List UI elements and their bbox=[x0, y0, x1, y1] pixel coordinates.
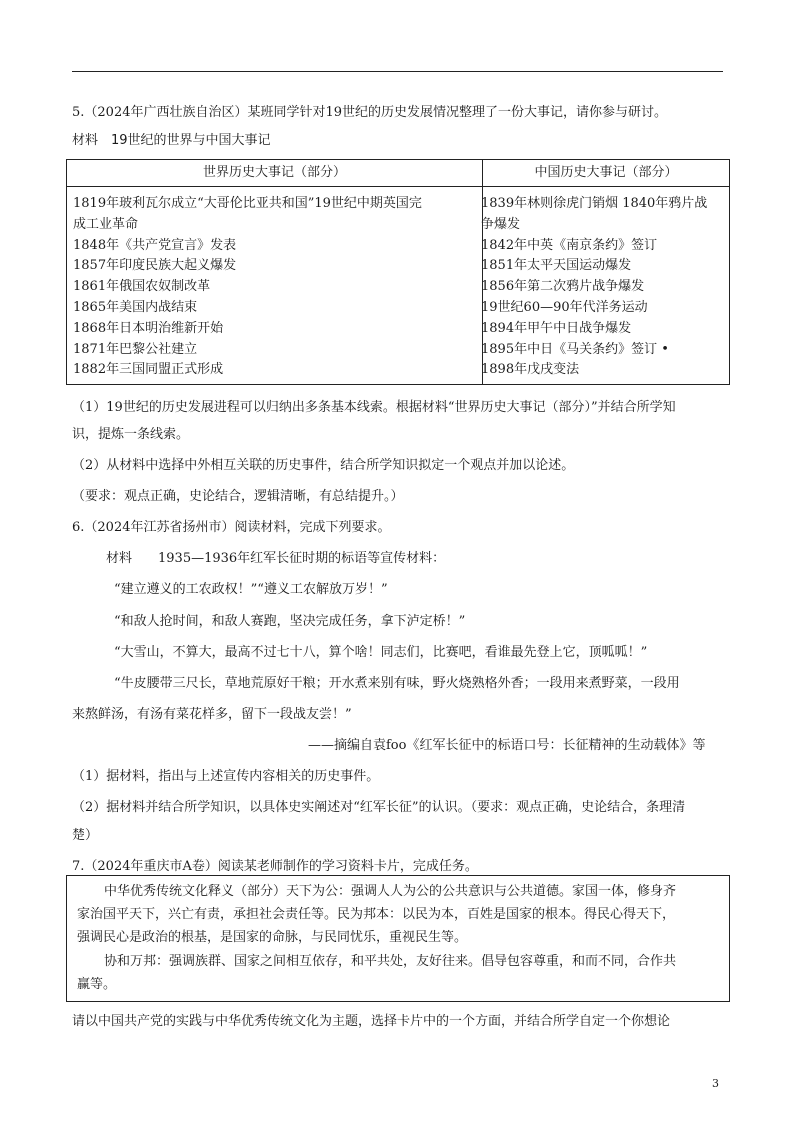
china-event: 1842年中英《南京条约》签订 bbox=[481, 237, 658, 253]
world-event: 1857年印度民族大起义爆发 bbox=[73, 258, 237, 274]
q6-heading: 6.（2024年江苏省扬州市）阅读材料，完成下列要求。 bbox=[72, 520, 391, 535]
q6-sub2-line2: 楚） bbox=[72, 828, 99, 843]
q7-task: 请以中国共产党的实践与中华优秀传统文化为主题，选择卡片中的一个方面，并结合所学自定一个你想论 bbox=[72, 1014, 671, 1029]
china-event: 1898年戊戌变法 bbox=[481, 362, 580, 378]
card-line: 赢等。 bbox=[77, 977, 117, 992]
page-number: 3 bbox=[712, 1077, 719, 1090]
world-event: 1861年俄国农奴制改革 bbox=[73, 279, 211, 295]
q6-slogan-3: “大雪山，不算大，最高不过七十八，算个啥！同志们，比赛吧，看谁最先登上它，顶呱呱！” bbox=[114, 645, 648, 660]
header-rule bbox=[72, 71, 723, 72]
events-table bbox=[66, 159, 730, 385]
q6-slogan-4-line1: “牛皮腰带三尺长，草地荒原好干粮；开水煮来别有味，野火烧熟格外香；一段用来煮野菜，一段用 bbox=[114, 676, 680, 691]
world-events-list bbox=[73, 194, 422, 381]
world-event: 成工业革命 bbox=[73, 216, 139, 232]
world-event: 1868年日本明治维新开始 bbox=[73, 320, 224, 336]
world-event: 1848年《共产党宣言》发表 bbox=[73, 237, 237, 253]
china-event: 1856年第二次鸦片战争爆发 bbox=[481, 279, 645, 295]
q5-sub1-line1: （1）19世纪的历史发展进程可以归纳出多条基本线索。根据材料“世界历史大事记（部分）”并结合所学知 bbox=[72, 400, 676, 415]
china-event: 1895年中日《马关条约》签订 • bbox=[481, 341, 669, 357]
world-event: 1819年玻利瓦尔成立“大哥伦比亚共和国”19世纪中期英国完 bbox=[73, 196, 422, 211]
q5-requirement: （要求：观点正确，史论结合，逻辑清晰，有总结提升。） bbox=[72, 489, 404, 504]
china-event: 1851年太平天国运动爆发 bbox=[481, 258, 632, 274]
q5-sub1-line2: 识，提炼一条线索。 bbox=[72, 427, 190, 442]
china-events-list bbox=[481, 194, 707, 381]
table-header-divider bbox=[67, 186, 729, 187]
q6-material: 材料 1935—1936年红军长征时期的标语等宣传材料： bbox=[106, 551, 446, 566]
card-line: 强调民心是政治的根基，是国家的命脉，与民同忧乐，重视民生等。 bbox=[77, 930, 468, 945]
china-event: 争爆发 bbox=[481, 216, 521, 232]
q6-sub1: （1）据材料，指出与上述宣传内容相关的历史事件。 bbox=[72, 769, 380, 784]
world-event: 1871年巴黎公社建立 bbox=[73, 341, 198, 357]
q6-slogan-2: “和敌人抢时间，和敌人赛跑，坚决完成任务，拿下泸定桥！” bbox=[114, 614, 466, 629]
study-card bbox=[66, 875, 730, 1002]
card-line: 协和万邦：强调族群、国家之间相互依存，和平共处，友好往来。倡导包容尊重，和而不同，合作共 bbox=[104, 954, 677, 969]
q5-heading: 5.（2024年广西壮族自治区）某班同学针对19世纪的历史发展情况整理了一份大事记，请你参与研讨。 bbox=[72, 105, 668, 120]
china-column-header: 中国历史大事记（部分） bbox=[534, 165, 678, 180]
q5-material-title: 材料 19世纪的世界与中国大事记 bbox=[72, 133, 271, 148]
q5-sub2: （2）从材料中选择中外相互关联的历史事件，结合所学知识拟定一个观点并加以论述。 bbox=[72, 458, 575, 473]
q7-heading: 7.（2024年重庆市A卷）阅读某老师制作的学习资料卡片，完成任务。 bbox=[72, 859, 478, 874]
q6-slogan-1: “建立遵义的工农政权！”“遵义工农解放万岁！” bbox=[114, 582, 388, 597]
china-event: 1839年林则徐虎门销烟 1840年鸦片战 bbox=[481, 196, 708, 211]
card-line: 中华优秀传统文化释义（部分）天下为公：强调人人为公的公共意识与公共道德。家国一体，修身齐 bbox=[104, 884, 677, 899]
world-event: 1882年三国同盟正式形成 bbox=[73, 362, 224, 378]
china-event: 1894年甲午中日战争爆发 bbox=[481, 320, 632, 336]
q6-slogan-4-line2: 来熬鲜汤，有汤有菜花样多，留下一段战友尝！” bbox=[72, 707, 352, 722]
world-event: 1865年美国内战结束 bbox=[73, 299, 198, 315]
q6-sub2-line1: （2）据材料并结合所学知识，以具体史实阐述对“红军长征”的认识。（要求：观点正确，史论结合，条理清 bbox=[72, 800, 686, 815]
card-line: 家治国平天下，兴亡有责，承担社会责任等。民为邦本：以民为本，百姓是国家的根本。得民心得天下， bbox=[77, 907, 676, 922]
q6-source: ——摘编自袁foo《红军长征中的标语口号：长征精神的生动载体》等 bbox=[308, 738, 706, 753]
china-event: 19世纪60—90年代洋务运动 bbox=[481, 299, 648, 315]
world-column-header: 世界历史大事记（部分） bbox=[202, 165, 346, 180]
